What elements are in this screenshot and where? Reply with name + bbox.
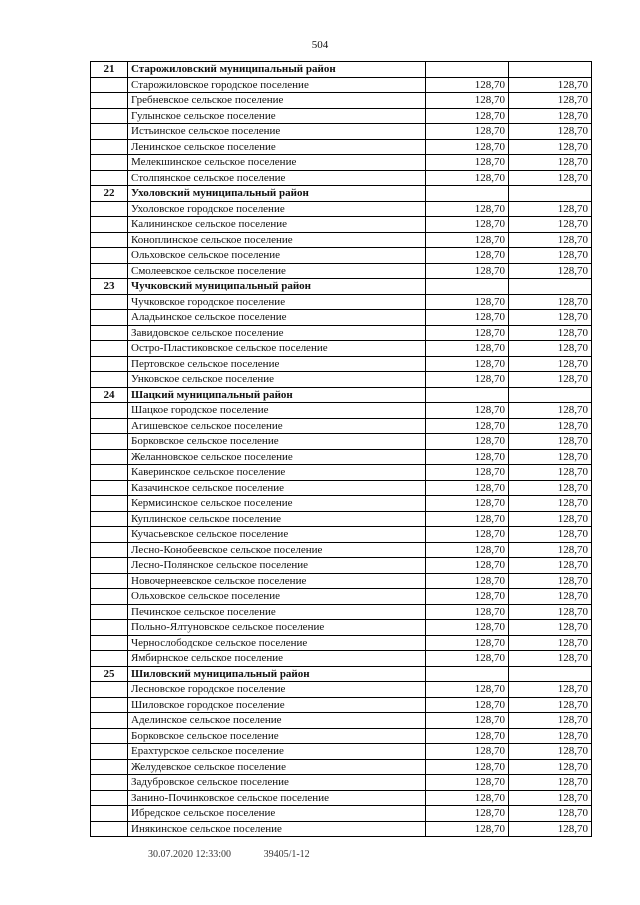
- settlement-name: Занино-Починковское сельское поселение: [128, 790, 426, 806]
- row-number-cell: [91, 170, 128, 186]
- district-number: 22: [91, 186, 128, 202]
- tariff-value-1: 128,70: [426, 294, 509, 310]
- district-row: [91, 387, 592, 403]
- settlement-name: Коноплинское сельское поселение: [128, 232, 426, 248]
- tariff-value-2: 128,70: [509, 775, 592, 791]
- row-number-cell: [91, 139, 128, 155]
- settlement-name: Желанновское сельское поселение: [128, 449, 426, 465]
- tariff-value-1: 128,70: [426, 573, 509, 589]
- district-row: [91, 186, 592, 202]
- tariff-value-1: 128,70: [426, 77, 509, 93]
- settlement-row: [91, 558, 592, 574]
- tariff-table: [90, 61, 592, 837]
- district-number: 23: [91, 279, 128, 295]
- tariff-value-2: 128,70: [509, 232, 592, 248]
- tariff-value-1: 128,70: [426, 124, 509, 140]
- district-title: Ухоловский муниципальный район: [128, 186, 426, 202]
- row-number-cell: [91, 108, 128, 124]
- tariff-value-1: 128,70: [426, 604, 509, 620]
- settlement-row: [91, 124, 592, 140]
- footer-timestamp: 30.07.2020 12:33:00: [148, 849, 232, 860]
- row-number-cell: [91, 418, 128, 434]
- settlement-name: Лесновское городское поселение: [128, 682, 426, 698]
- tariff-value-2: 128,70: [509, 527, 592, 543]
- row-number-cell: [91, 697, 128, 713]
- tariff-value-1: 128,70: [426, 806, 509, 822]
- tariff-value-1: 128,70: [426, 480, 509, 496]
- settlement-row: [91, 93, 592, 109]
- district-value-cell: [426, 666, 509, 682]
- tariff-value-1: 128,70: [426, 248, 509, 264]
- district-row: [91, 279, 592, 295]
- tariff-value-2: 128,70: [509, 310, 592, 326]
- tariff-value-1: 128,70: [426, 170, 509, 186]
- tariff-value-2: 128,70: [509, 728, 592, 744]
- settlement-name: Ухоловское городское поселение: [128, 201, 426, 217]
- table-body: [91, 62, 592, 837]
- settlement-row: [91, 232, 592, 248]
- settlement-name: Унковское сельское поселение: [128, 372, 426, 388]
- tariff-value-1: 128,70: [426, 558, 509, 574]
- row-number-cell: [91, 480, 128, 496]
- settlement-name: Ольховское сельское поселение: [128, 589, 426, 605]
- row-number-cell: [91, 356, 128, 372]
- settlement-name: Мелекшинское сельское поселение: [128, 155, 426, 171]
- tariff-value-1: 128,70: [426, 217, 509, 233]
- row-number-cell: [91, 713, 128, 729]
- settlement-row: [91, 651, 592, 667]
- tariff-value-2: 128,70: [509, 790, 592, 806]
- settlement-row: [91, 728, 592, 744]
- district-value-cell: [509, 279, 592, 295]
- page-number: 504: [311, 39, 329, 51]
- tariff-value-2: 128,70: [509, 511, 592, 527]
- row-number-cell: [91, 232, 128, 248]
- settlement-name: Остро-Пластиковское сельское поселение: [128, 341, 426, 357]
- settlement-row: [91, 139, 592, 155]
- district-number: 24: [91, 387, 128, 403]
- settlement-name: Аделинское сельское поселение: [128, 713, 426, 729]
- settlement-name: Старожиловское городское поселение: [128, 77, 426, 93]
- row-number-cell: [91, 589, 128, 605]
- row-number-cell: [91, 155, 128, 171]
- tariff-value-2: 128,70: [509, 155, 592, 171]
- tariff-value-1: 128,70: [426, 108, 509, 124]
- row-number-cell: [91, 325, 128, 341]
- tariff-value-1: 128,70: [426, 511, 509, 527]
- tariff-value-2: 128,70: [509, 651, 592, 667]
- tariff-value-1: 128,70: [426, 496, 509, 512]
- district-title: Шиловский муниципальный район: [128, 666, 426, 682]
- settlement-row: [91, 465, 592, 481]
- settlement-name: Пертовское сельское поселение: [128, 356, 426, 372]
- district-value-cell: [509, 62, 592, 78]
- row-number-cell: [91, 217, 128, 233]
- settlement-row: [91, 775, 592, 791]
- tariff-value-2: 128,70: [509, 480, 592, 496]
- tariff-value-2: 128,70: [509, 573, 592, 589]
- settlement-row: [91, 108, 592, 124]
- settlement-name: Чучковское городское поселение: [128, 294, 426, 310]
- tariff-value-2: 128,70: [509, 589, 592, 605]
- tariff-value-1: 128,70: [426, 325, 509, 341]
- settlement-row: [91, 434, 592, 450]
- district-title: Шацкий муниципальный район: [128, 387, 426, 403]
- settlement-name: Лесно-Полянское сельское поселение: [128, 558, 426, 574]
- tariff-value-1: 128,70: [426, 620, 509, 636]
- row-number-cell: [91, 434, 128, 450]
- tariff-value-1: 128,70: [426, 434, 509, 450]
- district-number: 25: [91, 666, 128, 682]
- row-number-cell: [91, 294, 128, 310]
- settlement-row: [91, 759, 592, 775]
- settlement-name: Гулынское сельское поселение: [128, 108, 426, 124]
- settlement-row: [91, 790, 592, 806]
- district-title: Чучковский муниципальный район: [128, 279, 426, 295]
- tariff-value-2: 128,70: [509, 93, 592, 109]
- tariff-value-2: 128,70: [509, 263, 592, 279]
- settlement-row: [91, 170, 592, 186]
- settlement-name: Завидовское сельское поселение: [128, 325, 426, 341]
- tariff-value-2: 128,70: [509, 620, 592, 636]
- settlement-name: Инякинское сельское поселение: [128, 821, 426, 837]
- tariff-value-1: 128,70: [426, 372, 509, 388]
- settlement-name: Ерахтурское сельское поселение: [128, 744, 426, 760]
- row-number-cell: [91, 558, 128, 574]
- settlement-name: Ленинское сельское поселение: [128, 139, 426, 155]
- tariff-value-2: 128,70: [509, 449, 592, 465]
- district-value-cell: [509, 666, 592, 682]
- settlement-name: Шиловское городское поселение: [128, 697, 426, 713]
- settlement-name: Ибредское сельское поселение: [128, 806, 426, 822]
- tariff-value-2: 128,70: [509, 635, 592, 651]
- settlement-name: Гребневское сельское поселение: [128, 93, 426, 109]
- row-number-cell: [91, 651, 128, 667]
- row-number-cell: [91, 201, 128, 217]
- settlement-row: [91, 294, 592, 310]
- tariff-value-2: 128,70: [509, 201, 592, 217]
- settlement-row: [91, 496, 592, 512]
- row-number-cell: [91, 542, 128, 558]
- row-number-cell: [91, 449, 128, 465]
- settlement-row: [91, 248, 592, 264]
- row-number-cell: [91, 759, 128, 775]
- settlement-row: [91, 201, 592, 217]
- settlement-row: [91, 573, 592, 589]
- settlement-row: [91, 372, 592, 388]
- row-number-cell: [91, 744, 128, 760]
- district-number: 21: [91, 62, 128, 78]
- district-value-cell: [426, 279, 509, 295]
- tariff-value-1: 128,70: [426, 93, 509, 109]
- row-number-cell: [91, 403, 128, 419]
- tariff-value-2: 128,70: [509, 465, 592, 481]
- tariff-value-1: 128,70: [426, 155, 509, 171]
- settlement-row: [91, 821, 592, 837]
- tariff-value-2: 128,70: [509, 821, 592, 837]
- row-number-cell: [91, 573, 128, 589]
- tariff-value-1: 128,70: [426, 821, 509, 837]
- district-value-cell: [426, 186, 509, 202]
- row-number-cell: [91, 775, 128, 791]
- row-number-cell: [91, 77, 128, 93]
- footer-doc-id: 39405/1-12: [263, 849, 310, 860]
- row-number-cell: [91, 465, 128, 481]
- settlement-row: [91, 697, 592, 713]
- settlement-row: [91, 480, 592, 496]
- settlement-row: [91, 604, 592, 620]
- settlement-row: [91, 713, 592, 729]
- row-number-cell: [91, 511, 128, 527]
- tariff-value-1: 128,70: [426, 310, 509, 326]
- row-number-cell: [91, 263, 128, 279]
- row-number-cell: [91, 620, 128, 636]
- settlement-row: [91, 635, 592, 651]
- tariff-value-2: 128,70: [509, 139, 592, 155]
- tariff-value-2: 128,70: [509, 170, 592, 186]
- tariff-value-1: 128,70: [426, 465, 509, 481]
- tariff-value-2: 128,70: [509, 418, 592, 434]
- settlement-name: Чернослободское сельское поселение: [128, 635, 426, 651]
- row-number-cell: [91, 372, 128, 388]
- tariff-value-2: 128,70: [509, 124, 592, 140]
- district-value-cell: [509, 186, 592, 202]
- settlement-row: [91, 341, 592, 357]
- settlement-name: Казачинское сельское поселение: [128, 480, 426, 496]
- settlement-row: [91, 403, 592, 419]
- tariff-value-2: 128,70: [509, 496, 592, 512]
- tariff-value-1: 128,70: [426, 449, 509, 465]
- tariff-value-1: 128,70: [426, 542, 509, 558]
- settlement-row: [91, 325, 592, 341]
- settlement-row: [91, 620, 592, 636]
- tariff-value-1: 128,70: [426, 635, 509, 651]
- settlement-name: Агишевское сельское поселение: [128, 418, 426, 434]
- tariff-value-1: 128,70: [426, 682, 509, 698]
- settlement-name: Кермисинское сельское поселение: [128, 496, 426, 512]
- settlement-row: [91, 155, 592, 171]
- settlement-name: Лесно-Конобеевское сельское поселение: [128, 542, 426, 558]
- tariff-value-2: 128,70: [509, 558, 592, 574]
- tariff-value-2: 128,70: [509, 294, 592, 310]
- tariff-value-1: 128,70: [426, 713, 509, 729]
- tariff-value-2: 128,70: [509, 542, 592, 558]
- settlement-name: Аладьинское сельское поселение: [128, 310, 426, 326]
- settlement-row: [91, 744, 592, 760]
- row-number-cell: [91, 790, 128, 806]
- tariff-value-1: 128,70: [426, 759, 509, 775]
- tariff-value-2: 128,70: [509, 604, 592, 620]
- settlement-name: Кучасьевское сельское поселение: [128, 527, 426, 543]
- settlement-row: [91, 217, 592, 233]
- row-number-cell: [91, 341, 128, 357]
- settlement-name: Новочернеевское сельское поселение: [128, 573, 426, 589]
- tariff-value-1: 128,70: [426, 790, 509, 806]
- tariff-value-2: 128,70: [509, 341, 592, 357]
- district-value-cell: [509, 387, 592, 403]
- district-row: [91, 62, 592, 78]
- settlement-name: Борковское сельское поселение: [128, 728, 426, 744]
- row-number-cell: [91, 248, 128, 264]
- tariff-value-2: 128,70: [509, 434, 592, 450]
- tariff-value-2: 128,70: [509, 759, 592, 775]
- tariff-value-2: 128,70: [509, 806, 592, 822]
- tariff-value-1: 128,70: [426, 356, 509, 372]
- tariff-value-2: 128,70: [509, 108, 592, 124]
- footer: [148, 849, 340, 860]
- tariff-value-1: 128,70: [426, 341, 509, 357]
- row-number-cell: [91, 93, 128, 109]
- row-number-cell: [91, 806, 128, 822]
- settlement-name: Польно-Ялтуновское сельское поселение: [128, 620, 426, 636]
- tariff-value-1: 128,70: [426, 775, 509, 791]
- settlement-row: [91, 511, 592, 527]
- settlement-name: Желудевское сельское поселение: [128, 759, 426, 775]
- settlement-name: Борковское сельское поселение: [128, 434, 426, 450]
- settlement-row: [91, 806, 592, 822]
- settlement-name: Печинское сельское поселение: [128, 604, 426, 620]
- row-number-cell: [91, 604, 128, 620]
- tariff-value-1: 128,70: [426, 403, 509, 419]
- row-number-cell: [91, 124, 128, 140]
- settlement-name: Ольховское сельское поселение: [128, 248, 426, 264]
- district-title: Старожиловский муниципальный район: [128, 62, 426, 78]
- settlement-name: Смолеевское сельское поселение: [128, 263, 426, 279]
- settlement-name: Шацкое городское поселение: [128, 403, 426, 419]
- row-number-cell: [91, 821, 128, 837]
- district-row: [91, 666, 592, 682]
- settlement-row: [91, 542, 592, 558]
- settlement-row: [91, 449, 592, 465]
- settlement-name: Калининское сельское поселение: [128, 217, 426, 233]
- row-number-cell: [91, 527, 128, 543]
- tariff-value-2: 128,70: [509, 744, 592, 760]
- tariff-value-1: 128,70: [426, 589, 509, 605]
- tariff-value-1: 128,70: [426, 418, 509, 434]
- row-number-cell: [91, 496, 128, 512]
- tariff-value-2: 128,70: [509, 697, 592, 713]
- tariff-value-1: 128,70: [426, 697, 509, 713]
- tariff-value-1: 128,70: [426, 201, 509, 217]
- tariff-value-1: 128,70: [426, 744, 509, 760]
- settlement-row: [91, 263, 592, 279]
- tariff-value-2: 128,70: [509, 372, 592, 388]
- settlement-row: [91, 356, 592, 372]
- settlement-row: [91, 527, 592, 543]
- settlement-name: Столпянское сельское поселение: [128, 170, 426, 186]
- row-number-cell: [91, 728, 128, 744]
- settlement-name: Куплинское сельское поселение: [128, 511, 426, 527]
- tariff-value-1: 128,70: [426, 651, 509, 667]
- tariff-value-2: 128,70: [509, 356, 592, 372]
- settlement-name: Задубровское сельское поселение: [128, 775, 426, 791]
- settlement-row: [91, 682, 592, 698]
- tariff-value-1: 128,70: [426, 527, 509, 543]
- row-number-cell: [91, 310, 128, 326]
- tariff-value-2: 128,70: [509, 682, 592, 698]
- settlement-row: [91, 589, 592, 605]
- settlement-row: [91, 310, 592, 326]
- row-number-cell: [91, 682, 128, 698]
- settlement-row: [91, 77, 592, 93]
- tariff-value-1: 128,70: [426, 263, 509, 279]
- tariff-value-2: 128,70: [509, 325, 592, 341]
- tariff-value-1: 128,70: [426, 232, 509, 248]
- tariff-value-2: 128,70: [509, 217, 592, 233]
- settlement-name: Ямбирнское сельское поселение: [128, 651, 426, 667]
- tariff-value-2: 128,70: [509, 77, 592, 93]
- district-value-cell: [426, 387, 509, 403]
- tariff-value-1: 128,70: [426, 728, 509, 744]
- district-value-cell: [426, 62, 509, 78]
- tariff-value-2: 128,70: [509, 403, 592, 419]
- tariff-value-1: 128,70: [426, 139, 509, 155]
- tariff-value-2: 128,70: [509, 713, 592, 729]
- tariff-value-2: 128,70: [509, 248, 592, 264]
- settlement-name: Каверинское сельское поселение: [128, 465, 426, 481]
- settlement-row: [91, 418, 592, 434]
- row-number-cell: [91, 635, 128, 651]
- settlement-name: Истьинское сельское поселение: [128, 124, 426, 140]
